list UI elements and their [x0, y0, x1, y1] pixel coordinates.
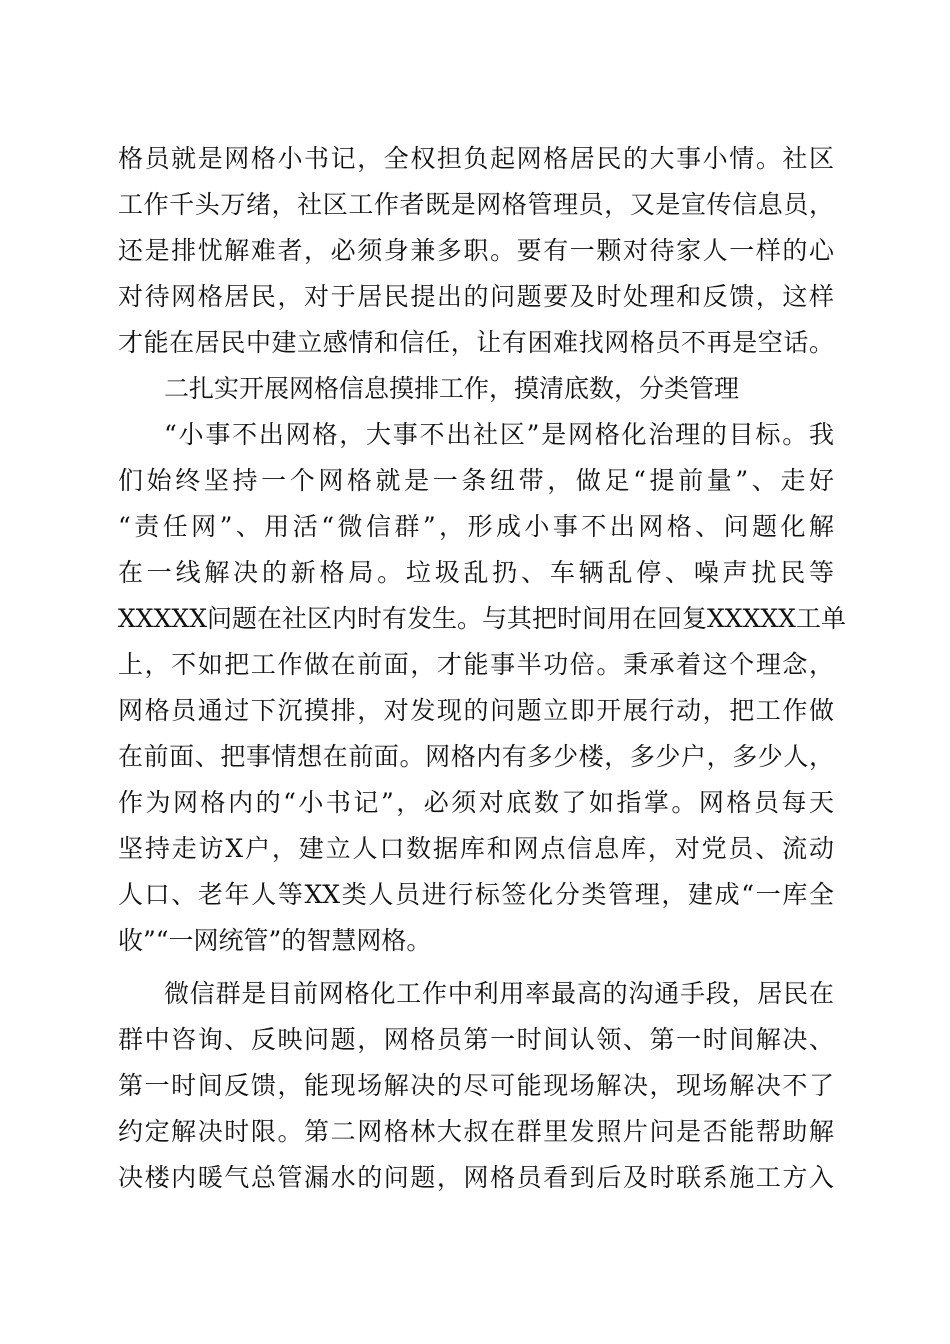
paragraph-2 [118, 412, 846, 964]
text-line: 上，不如把工作做在前面，才能事半功倍。秉承着这个理念， [118, 650, 834, 679]
text-line: 群中咨询、反映问题，网格员第一时间认领、第一时间解决、 [118, 1025, 834, 1054]
paragraph-1 [118, 136, 834, 366]
text-line: 约定解决时限。第二网格林大叔在群里发照片问是否能帮助解 [118, 1117, 834, 1146]
text-line: 作为网格内的“小书记”，必须对底数了如指掌。网格员每天 [118, 788, 834, 817]
body-text [118, 136, 846, 1201]
text-line: 对待网格居民，对于居民提出的问题要及时处理和反馈，这样 [118, 282, 834, 311]
text-line: 微信群是目前网格化工作中利用率最高的沟通手段，居民在 [164, 979, 834, 1008]
paragraph-3 [118, 971, 834, 1201]
text-line: 工作千头万绪，社区工作者既是网格管理员，又是宣传信息员， [118, 190, 834, 219]
text-line: 们始终坚持一个网格就是一条纽带，做足“提前量”、走好 [118, 466, 834, 495]
text-line: 才能在居民中建立感情和信任，让有困难找网格员不再是空话。 [118, 328, 834, 357]
text-line: 格员就是网格小书记，全权担负起网格居民的大事小情。社区 [118, 144, 834, 173]
paragraph-gap [118, 964, 834, 971]
text-line: 决楼内暖气总管漏水的问题，网格员看到后及时联系施工方入 [118, 1163, 834, 1192]
text-line: 第一时间反馈，能现场解决的尽可能现场解决，现场解决不了 [118, 1071, 834, 1100]
text-line: XXXXX问题在社区内时有发生。与其把时间用在回复XXXXX工单 [118, 604, 846, 633]
text-line: “责任网”、用活“微信群”，形成小事不出网格、问题化解 [118, 512, 834, 541]
text-line: 在一线解决的新格局。垃圾乱扔、车辆乱停、噪声扰民等 [118, 558, 834, 587]
text-line: 网格员通过下沉摸排，对发现的问题立即开展行动，把工作做 [118, 696, 834, 725]
text-line: 收”“一网统管”的智慧网格。 [118, 926, 432, 955]
section-heading [118, 366, 834, 412]
text-line: 在前面、把事情想在前面。网格内有多少楼，多少户，多少人， [118, 742, 834, 771]
text-line: 坚持走访X户，建立人口数据库和网点信息库，对党员、流动 [118, 834, 834, 863]
text-line: 人口、老年人等XX类人员进行标签化分类管理，建成“一库全 [118, 880, 834, 909]
section-heading-text: 二扎实开展网格信息摸排工作，摸清底数，分类管理 [164, 374, 740, 403]
text-line: “小事不出网格，大事不出社区”是网格化治理的目标。我 [164, 420, 834, 449]
text-line: 还是排忧解难者，必须身兼多职。要有一颗对待家人一样的心 [118, 236, 834, 265]
